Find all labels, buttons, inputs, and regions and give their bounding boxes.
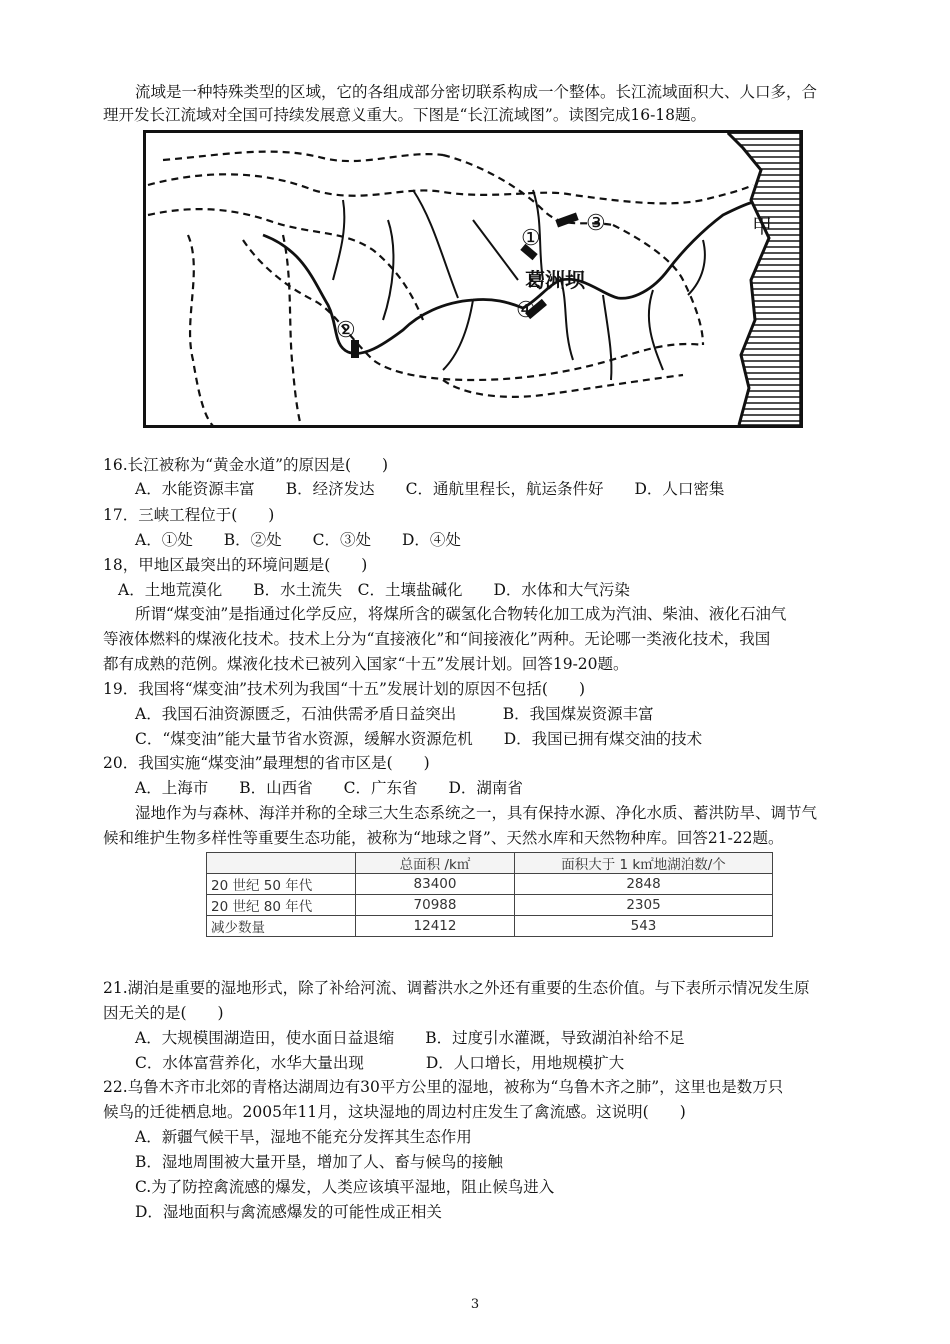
intro3-line-1: 湿地作为与森林、海洋并称的全球三大生态系统之一，具有保持水源、净化水质、蓄洪防旱、调节气	[135, 804, 818, 822]
table-row	[207, 916, 773, 937]
table-cell: 12412	[356, 916, 515, 937]
q21-stem-2: 因无关的是( )	[103, 1004, 224, 1022]
yangtze-basin-map	[143, 130, 803, 428]
q19-options-2: C．“煤变油”能大量节省水资源，缓解水资源危机 D．我国已拥有煤交油的技术	[135, 730, 703, 748]
q22-stem-2: 候鸟的迁徙栖息地。2005年11月，这块湿地的周边村庄发生了禽流感。这说明( )	[103, 1103, 686, 1121]
table-cell: 20 世纪 80 年代	[207, 895, 356, 916]
table-cell: 20 世纪 50 年代	[207, 874, 356, 895]
q20-stem: 20．我国实施“煤变油”最理想的省市区是( )	[103, 754, 430, 772]
q20-options: A．上海市 B．山西省 C．广东省 D．湖南省	[135, 779, 523, 797]
q22-option-d: D．湿地面积与禽流感爆发的可能性成正相关	[135, 1203, 442, 1221]
table-header	[207, 853, 356, 874]
q18-stem: 18，甲地区最突出的环境问题是( )	[103, 556, 368, 574]
table-cell: 543	[515, 916, 773, 937]
intro2-line-1: 所谓“煤变油”是指通过化学反应，将煤所含的碳氢化合物转化加工成为汽油、柴油、液化石油气	[135, 605, 787, 623]
intro3-line-2: 候和维护生物多样性等重要生态功能，被称为“地球之肾”、天然水库和天然物种库。回答21-22题。	[103, 829, 784, 847]
marker-3: ③	[586, 211, 606, 236]
table-cell: 2848	[515, 874, 773, 895]
q16-options: A．水能资源丰富 B．经济发达 C．通航里程长，航运条件好 D．人口密集	[135, 480, 725, 498]
intro-line-2: 理开发长江流域对全国可持续发展意义重大。下图是“长江流域图”。读图完成16-18题。	[103, 106, 707, 124]
q22-option-c: C.为了防控禽流感的爆发，人类应该填平湿地，阻止候鸟进入	[135, 1178, 555, 1196]
table-cell: 减少数量	[207, 916, 356, 937]
table-cell: 2305	[515, 895, 773, 916]
intro-line-1: 流域是一种特殊类型的区域，它的各组成部分密切联系构成一个整体。长江流域面积大、人口多，合	[135, 83, 818, 101]
marker-1: ①	[521, 226, 541, 251]
q21-stem-1: 21.湖泊是重要的湿地形式，除了补给河流、调蓄洪水之外还有重要的生态价值。与下表所示情况发生原	[103, 979, 810, 997]
marker-2: ②	[336, 318, 356, 343]
table-row	[207, 874, 773, 895]
intro2-line-3: 都有成熟的范例。煤液化技术已被列入国家“十五”发展计划。回答19-20题。	[103, 655, 629, 673]
q19-stem: 19．我国将“煤变油”技术列为我国“十五”发展计划的原因不包括( )	[103, 680, 586, 698]
jia-label: 甲	[752, 214, 772, 238]
marker-4: ④	[516, 298, 536, 323]
intro2-line-2: 等液体燃料的煤液化技术。技术上分为“直接液化”和“间接液化”两种。无论哪一类液化技术，我国	[103, 630, 771, 648]
q19-options-1: A．我国石油资源匮乏，石油供需矛盾日益突出 B．我国煤炭资源丰富	[135, 705, 654, 723]
q18-options: A．土地荒漠化 B．水土流失 C．土壤盐碱化 D．水体和大气污染	[118, 581, 630, 599]
q21-options-2: C．水体富营养化，水华大量出现 D．人口增长，用地规模扩大	[135, 1054, 625, 1072]
q22-option-b: B．湿地周围被大量开垦，增加了人、畜与候鸟的接触	[135, 1153, 503, 1171]
q17-options: A．①处 B．②处 C．③处 D．④处	[135, 531, 461, 549]
q17-stem: 17．三峡工程位于( )	[103, 506, 275, 524]
gezhouba-label: 葛洲坝	[525, 268, 585, 292]
q22-option-a: A．新疆气候干旱，湿地不能充分发挥其生态作用	[135, 1128, 472, 1146]
table-header: 总面积 /k㎡	[356, 853, 515, 874]
page-number: 3	[470, 1297, 480, 1312]
wetland-table	[206, 852, 773, 937]
table-cell: 70988	[356, 895, 515, 916]
q16-stem: 16.长江被称为“黄金水道”的原因是( )	[103, 456, 389, 474]
q22-stem-1: 22.乌鲁木齐市北郊的青格达湖周边有30平方公里的湿地，被称为“乌鲁木齐之肺”，这里也是数万只	[103, 1078, 784, 1096]
table-header: 面积大于 1 k㎡地湖泊数/个	[515, 853, 773, 874]
table-cell: 83400	[356, 874, 515, 895]
table-row	[207, 895, 773, 916]
table-header-row	[207, 853, 773, 874]
q21-options-1: A．大规模围湖造田，使水面日益退缩 B．过度引水灌溉，导致湖泊补给不足	[135, 1029, 685, 1047]
